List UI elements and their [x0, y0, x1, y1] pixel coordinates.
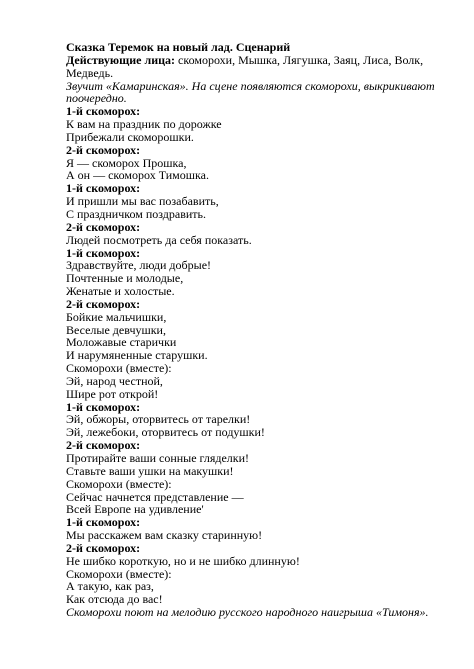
speaker-label: 1-й скоморох: [66, 181, 141, 196]
stage-direction: Скоморохи поют на мелодию русского народного наигрыша «Тимоня». [66, 605, 429, 620]
dialogue-line: А он — скоморох Тимошка. [66, 168, 209, 183]
dialogue-line: Всей Европе на удивление' [66, 502, 204, 517]
dialogue-line: И пришли мы вас позабавить, [66, 194, 219, 209]
dialogue-line: Женатые и холостые. [66, 284, 175, 299]
speaker-label: 1-й скоморох: [66, 515, 141, 530]
dialogue-line: Не шибко короткую, но и не шибко длинную! [66, 553, 300, 568]
speaker-label: 1-й скоморох: [66, 399, 141, 414]
dialogue-line: Веселые девчушки, [66, 322, 166, 337]
dialogue-line: А такую, как раз, [66, 579, 154, 594]
document-page [66, 41, 456, 619]
speaker-label: 2-й скоморох: [66, 438, 141, 453]
cast-paragraph [66, 54, 456, 80]
dialogue-line: Моложавые старички [66, 335, 177, 350]
dialogue-line: С праздничком поздравить. [66, 206, 207, 221]
dialogue-line: Эй, народ честной, [66, 373, 163, 388]
cast-label: Действующие лица: [66, 52, 176, 67]
speaker-label: 2-й скоморох: [66, 296, 141, 311]
speaker-label: 2-й скоморох: [66, 142, 141, 157]
stage-direction: Звучит «Камаринская». На сцене появляются скоморохи, выкрикивают поочередно. [66, 78, 435, 106]
dialogue-line: Протирайте ваши сонные гляделки! [66, 451, 250, 465]
dialogue-line: И нарумяненные старушки. [66, 348, 208, 363]
dialogue-line: Прибежали скоморошки. [66, 129, 194, 144]
dialogue-line: К вам на праздник по дорожке [66, 117, 222, 132]
dialogue-line: Ставьте ваши ушки на макушки! [66, 463, 234, 478]
speaker-label: 2-й скоморох: [66, 219, 141, 234]
dialogue-line: Я — скоморох Прошка, [66, 155, 187, 170]
dialogue-line: Скоморохи (вместе): [66, 361, 172, 376]
speaker-label: 2-й скоморох: [66, 540, 141, 555]
script-body [66, 80, 456, 619]
dialogue-line: Как отсюда до вас! [66, 592, 163, 607]
dialogue-line: Мы расскажем вам сказку старинную! [66, 528, 263, 543]
dialogue-line: Эй, лежебоки, оторвитесь от подушки! [66, 425, 265, 440]
dialogue-line: Сейчас начнется представление — [66, 489, 244, 504]
speaker-label: 1-й скоморох: [66, 104, 141, 119]
speaker-label: 1-й скоморох: [66, 245, 141, 260]
dialogue-line: Скоморохи (вместе): [66, 476, 172, 491]
dialogue-line: Бойкие мальчишки, [66, 309, 167, 324]
dialogue-line: Шире рот открой! [66, 386, 159, 401]
document-title: Сказка Теремок на новый лад. Сценарий [66, 40, 291, 54]
dialogue-line: Эй, обжоры, оторвитесь от тарелки! [66, 412, 251, 427]
dialogue-line: Людей посмотреть да себя показать. [66, 232, 252, 247]
cast-list: скоморохи, Мышка, Лягушка, Заяц, Лиса, Волк, Медведь. [66, 52, 424, 80]
dialogue-line: Почтенные и молодые, [66, 271, 184, 286]
dialogue-line: Скоморохи (вместе): [66, 566, 172, 581]
dialogue-line: Здравствуйте, люди добрые! [66, 258, 212, 273]
